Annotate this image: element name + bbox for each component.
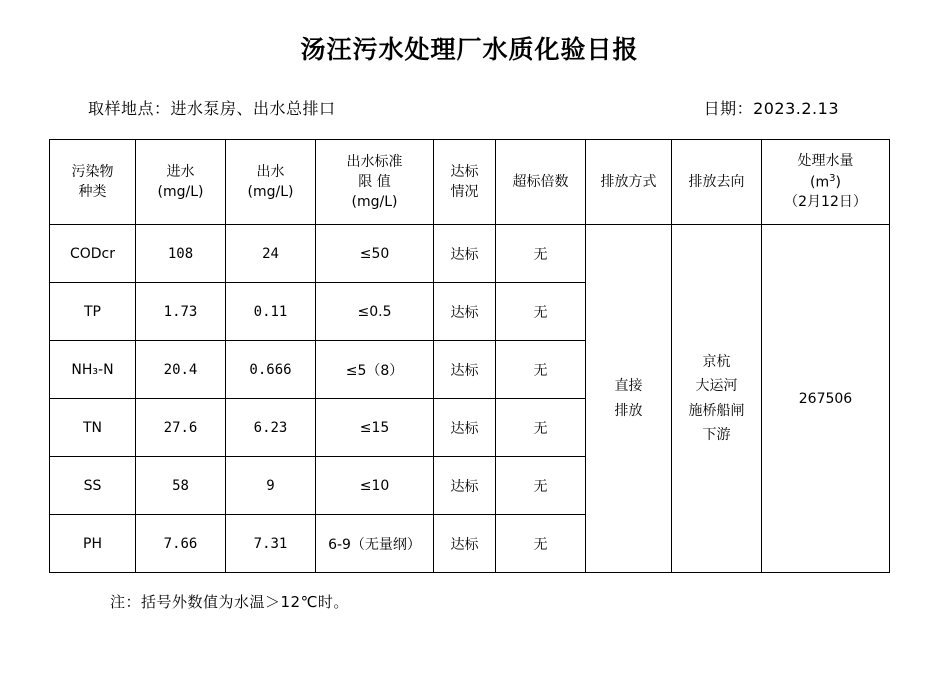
cell-influent: 20.4 xyxy=(136,341,226,399)
header-pollutant xyxy=(50,140,136,225)
header-influent xyxy=(136,140,226,225)
table-header xyxy=(50,140,890,225)
cell-influent: 108 xyxy=(136,225,226,283)
cell-influent: 1.73 xyxy=(136,283,226,341)
header-treated-volume xyxy=(762,140,890,225)
report-page xyxy=(0,30,939,683)
discharge-dest-line3: 施桥船闸 xyxy=(688,402,745,419)
cell-exceed: 无 xyxy=(496,457,586,515)
cell-discharge-method xyxy=(586,225,672,573)
table-row xyxy=(50,225,890,283)
cell-effluent: 0.11 xyxy=(226,283,316,341)
cell-pollutant: PH xyxy=(50,515,136,573)
cell-compliance: 达标 xyxy=(434,399,496,457)
header-discharge-destination: 排放去向 xyxy=(672,140,762,225)
cell-pollutant: CODcr xyxy=(50,225,136,283)
cell-standard: ≤10 xyxy=(316,457,434,515)
cell-standard: 6-9（无量纲） xyxy=(316,515,434,573)
cell-exceed: 无 xyxy=(496,225,586,283)
discharge-dest-line4: 下游 xyxy=(702,427,731,443)
header-compliance-line1: 达标 xyxy=(450,163,479,180)
header-standard-limit xyxy=(316,140,434,225)
header-effluent xyxy=(226,140,316,225)
cell-pollutant: NH₃-N xyxy=(50,341,136,399)
cell-exceed: 无 xyxy=(496,515,586,573)
cell-effluent: 0.666 xyxy=(226,341,316,399)
cell-compliance: 达标 xyxy=(434,515,496,573)
cell-pollutant: TN xyxy=(50,399,136,457)
cell-treated-volume: 267506 xyxy=(762,225,890,573)
cell-exceed: 无 xyxy=(496,283,586,341)
cell-standard: ≤5（8） xyxy=(316,341,434,399)
cell-exceed: 无 xyxy=(496,399,586,457)
header-exceed-multiple: 超标倍数 xyxy=(496,140,586,225)
cell-compliance: 达标 xyxy=(434,457,496,515)
header-volume-line2 xyxy=(764,172,887,193)
footnote: 注：括号外数值为水温＞12℃时。 xyxy=(110,593,349,611)
cell-standard: ≤0.5 xyxy=(316,283,434,341)
header-discharge-method: 排放方式 xyxy=(586,140,672,225)
sample-location: 取样地点：进水泵房、出水总排口 xyxy=(88,99,336,118)
meta-row xyxy=(0,96,939,119)
cell-compliance: 达标 xyxy=(434,283,496,341)
cell-compliance: 达标 xyxy=(434,341,496,399)
header-volume-unit-close: ) xyxy=(835,174,841,191)
discharge-dest-line1: 京杭 xyxy=(702,353,731,370)
cell-exceed: 无 xyxy=(496,341,586,399)
cell-standard: ≤50 xyxy=(316,225,434,283)
cell-effluent: 7.31 xyxy=(226,515,316,573)
header-influent-line1: 进水 xyxy=(166,163,195,180)
cell-effluent: 6.23 xyxy=(226,399,316,457)
header-effluent-line2: (mg/L) xyxy=(247,184,294,200)
cell-influent: 7.66 xyxy=(136,515,226,573)
water-quality-table xyxy=(49,139,890,573)
cell-discharge-destination xyxy=(672,225,762,573)
discharge-dest-line2: 大运河 xyxy=(695,378,738,394)
discharge-method-line1: 直接 xyxy=(614,378,643,394)
cell-pollutant: SS xyxy=(50,457,136,515)
cell-influent: 58 xyxy=(136,457,226,515)
page-title: 汤汪污水处理厂水质化验日报 xyxy=(300,35,639,64)
header-volume-unit-open: (m xyxy=(810,174,830,191)
discharge-method-line2: 排放 xyxy=(614,402,643,419)
header-influent-line2: (mg/L) xyxy=(157,184,204,200)
header-standard-line1: 出水标准 xyxy=(346,153,403,170)
header-compliance xyxy=(434,140,496,225)
cell-effluent: 24 xyxy=(226,225,316,283)
cell-compliance: 达标 xyxy=(434,225,496,283)
header-effluent-line1: 出水 xyxy=(256,163,285,180)
cell-effluent: 9 xyxy=(226,457,316,515)
header-volume-line1: 处理水量 xyxy=(797,153,854,170)
report-date: 日期：2023.2.13 xyxy=(703,99,839,118)
header-compliance-line2: 情况 xyxy=(450,184,479,200)
header-pollutant-line2: 种类 xyxy=(78,184,107,200)
cell-pollutant: TP xyxy=(50,283,136,341)
cell-influent: 27.6 xyxy=(136,399,226,457)
header-pollutant-line1: 污染物 xyxy=(71,163,114,180)
cell-standard: ≤15 xyxy=(316,399,434,457)
header-volume-line3: （2月12日） xyxy=(784,194,867,211)
header-volume-unit-exp: 3 xyxy=(829,172,836,184)
table-body xyxy=(50,225,890,573)
header-standard-line3: (mg/L) xyxy=(351,194,398,211)
table-header-row xyxy=(50,140,890,225)
header-standard-line2: 限 值 xyxy=(358,173,391,190)
